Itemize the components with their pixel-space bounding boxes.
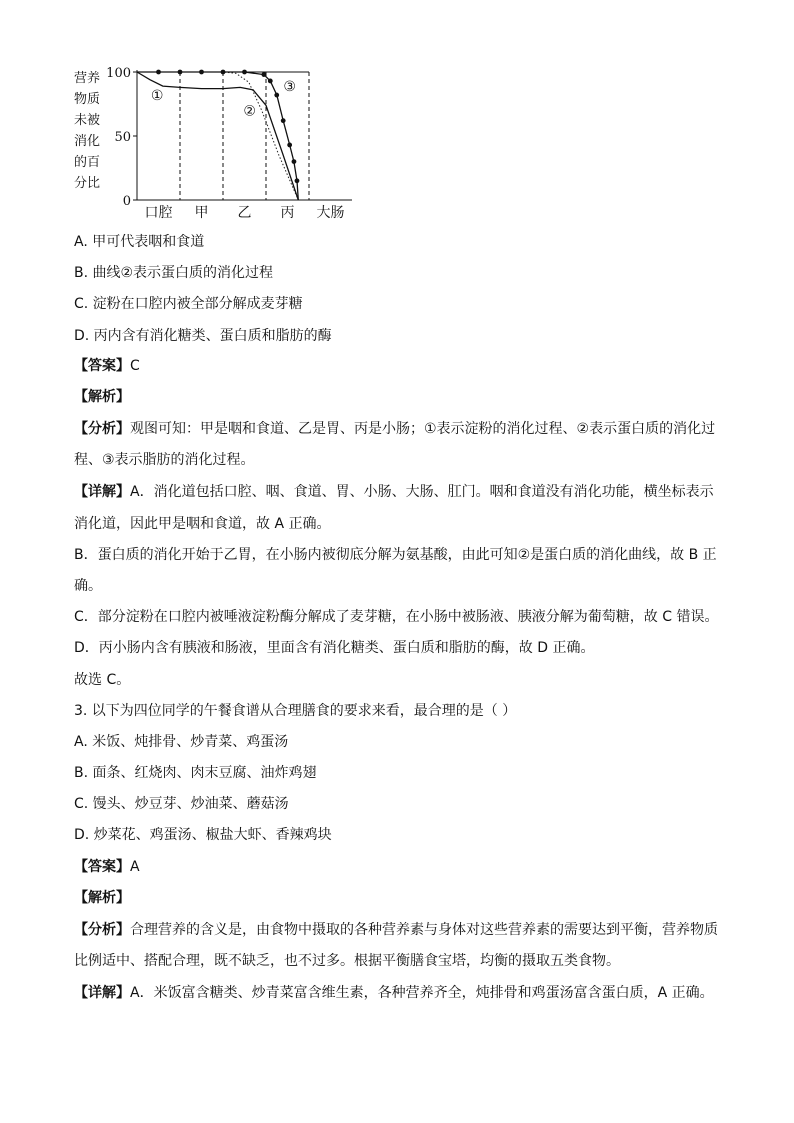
series-3-point — [221, 70, 226, 75]
q2-fenxi-line2: 程、③表示脂肪的消化过程。 — [74, 452, 255, 468]
series-1-label: ① — [150, 88, 164, 105]
xiangjie-tag: 【详解】 — [74, 985, 130, 1001]
y-label-line: 营养 — [73, 71, 100, 86]
x-category-label: 大肠 — [316, 205, 345, 221]
q2-fenxi-line1 — [74, 419, 715, 439]
q2-conclusion: 故选 C。 — [74, 672, 131, 688]
q2-option-b: B. 曲线②表示蛋白质的消化过程 — [74, 265, 274, 281]
x-category-label: 丙 — [280, 205, 295, 221]
xiangjie-text: A．消化道包括口腔、咽、食道、胃、小肠、大肠、肛门。咽和食道没有消化功能，横坐标表示 — [130, 484, 714, 500]
q3-fenxi-line2: 比例适中、搭配合理，既不缺乏，也不过多。根据平衡膳食宝塔，均衡的摄取五类食物。 — [74, 953, 620, 969]
q2-xiangjie-line1 — [74, 482, 714, 502]
answer-tag: 【答案】 — [74, 859, 130, 875]
series-3-point — [242, 70, 247, 75]
q2-b-line2: 确。 — [74, 578, 102, 594]
series-3-point — [281, 118, 286, 123]
q3-stem: 3. 以下为四位同学的午餐食谱从合理膳食的要求来看，最合理的是（ ） — [74, 703, 517, 719]
series-3-point — [292, 159, 297, 164]
series-3-point — [268, 79, 273, 84]
q3-option-b: B. 面条、红烧肉、肉末豆腐、油炸鸡翅 — [74, 765, 317, 781]
series-3-label: ③ — [283, 79, 296, 96]
q3-xiangjie-line1 — [74, 983, 714, 1003]
q2-d-line: D．丙小肠内含有胰液和肠液，里面含有消化糖类、蛋白质和脂肪的酶，故 D 正确。 — [74, 640, 595, 656]
digestion-chart — [70, 62, 370, 222]
q2-b-line1: B．蛋白质的消化开始于乙胃，在小肠内被彻底分解为氨基酸，由此可知②是蛋白质的消化曲线，故 B 正 — [74, 547, 717, 563]
analysis-tag: 【解析】 — [74, 389, 130, 405]
answer-value: A — [130, 859, 140, 875]
series-3-point — [295, 178, 300, 183]
fenxi-text: 观图可知：甲是咽和食道、乙是胃、丙是小肠；①表示淀粉的消化过程、②表示蛋白质的消化过 — [130, 421, 716, 437]
series-2-label: ② — [243, 103, 256, 120]
q2-option-d: D. 丙内含有消化糖类、蛋白质和脂肪的酶 — [74, 328, 332, 344]
fenxi-text: 合理营养的含义是，由食物中摄取的各种营养素与身体对这些营养素的需要达到平衡，营养物质 — [130, 922, 718, 938]
q3-option-a: A. 米饭、炖排骨、炒青菜、鸡蛋汤 — [74, 734, 289, 750]
y-label-line: 未被 — [73, 113, 100, 128]
y-tick-label: 50 — [114, 130, 131, 145]
q2-c-line: C．部分淀粉在口腔内被唾液淀粉酶分解成了麦芽糖，在小肠中被肠液、胰液分解为葡萄糖，故 C 错误。 — [74, 609, 719, 625]
q2-answer — [74, 356, 140, 376]
y-tick-label: 0 — [122, 194, 131, 209]
series-3-point — [274, 93, 279, 98]
series-3-point — [156, 70, 161, 75]
x-category-label: 口腔 — [144, 205, 173, 221]
y-label-line: 物质 — [73, 92, 100, 107]
q2-analysis-heading — [74, 387, 130, 407]
answer-value: C — [130, 358, 140, 374]
series-3-point — [261, 72, 266, 77]
y-tick-label: 100 — [106, 66, 131, 81]
q3-answer — [74, 857, 140, 877]
q2-option-a: A. 甲可代表咽和食道 — [74, 234, 205, 250]
q3-option-c: C. 馒头、炒豆芽、炒油菜、蘑菇汤 — [74, 796, 289, 812]
analysis-tag: 【解析】 — [74, 890, 130, 906]
xiangjie-text: A．米饭富含糖类、炒青菜富含维生素，各种营养齐全，炖排骨和鸡蛋汤富含蛋白质，A 正确。 — [130, 985, 714, 1001]
q3-option-d: D. 炒菜花、鸡蛋汤、椒盐大虾、香辣鸡块 — [74, 827, 332, 843]
chart-plot — [70, 62, 370, 222]
series-3-point — [178, 70, 183, 75]
series-3-point — [199, 70, 204, 75]
y-label-line: 的百 — [73, 155, 100, 170]
series-3-point — [287, 143, 292, 148]
q3-fenxi-line1 — [74, 920, 718, 940]
q3-analysis-heading — [74, 888, 130, 908]
q2-xiangjie-line2: 消化道，因此甲是咽和食道，故 A 正确。 — [74, 516, 331, 532]
y-label-line: 分比 — [73, 176, 100, 191]
q2-option-c: C. 淀粉在口腔内被全部分解成麦芽糖 — [74, 296, 303, 312]
answer-tag: 【答案】 — [74, 358, 130, 374]
x-category-label: 乙 — [237, 205, 252, 221]
x-category-label: 甲 — [194, 205, 209, 221]
xiangjie-tag: 【详解】 — [74, 484, 130, 500]
y-label-line: 消化 — [73, 134, 100, 149]
fenxi-tag: 【分析】 — [74, 421, 130, 437]
fenxi-tag: 【分析】 — [74, 922, 130, 938]
